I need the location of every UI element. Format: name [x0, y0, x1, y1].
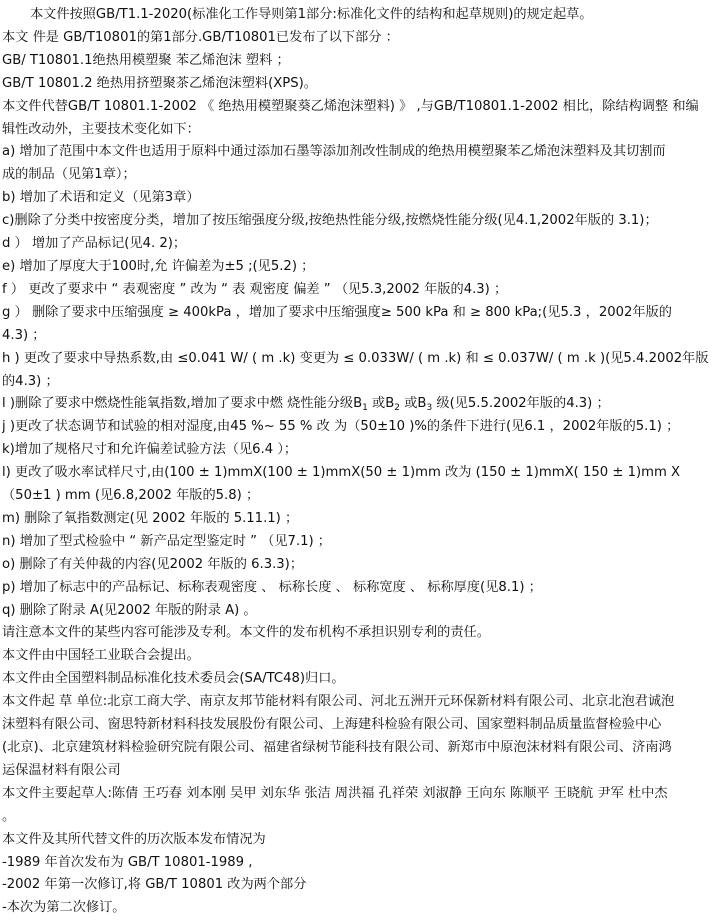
change-item-k: k)增加了规格尺寸和允许偏差试验方法（见6.4 ）； — [2, 442, 298, 458]
part-statement: 本文 件是 GB/T10801的第1部分.GB/T10801已发布了以下部分 ： — [2, 29, 399, 45]
change-item-q: q) 删除了附录 A(见2002 年版的附录 A) 。 — [2, 602, 257, 618]
change-item-h-line-1: h ) 更改了要求中导热系数,由 ≤0.041 W/ ( m .k) 变更为 ≤ 0.033W/ ( m .k) 和 ≤ 0.037W/ ( m .k )(见5.4.2002年版 — [2, 350, 709, 366]
change-item-l-line-2: （50±1 ) mm (见6.8,2002 年版的5.8) ； — [2, 488, 260, 504]
technical-committee-statement: 本文件由全国塑料制品标准化技术委员会(SA/TC48)归口。 — [2, 671, 345, 687]
class-or-1: 或B — [367, 396, 395, 412]
published-part-2: GB/T 10801.2 绝热用挤塑聚茶乙烯泡沫塑料(XPS)。 — [2, 75, 317, 91]
drafting-units-line-3: (北京)、北京建筑材料检验研究院有限公司、福建省绿树节能科技有限公司、新郑市中原泡沫材料有限公司、济南鸿 — [2, 740, 672, 755]
main-drafters-line-2: 。 — [2, 808, 16, 824]
replacement-statement-line-2: 辑性改动外，主要技术变化如下： — [2, 121, 200, 137]
proposer-statement: 本文件由中国轻工业联合会提出。 — [2, 648, 200, 664]
change-item-i-suffix: 级(见5.5.2002年版的4.3) ； — [432, 396, 610, 412]
change-item-i-prefix: l )删除了要求中燃烧性能氧指数,增加了要求中燃 烧性能分级B — [2, 396, 363, 412]
change-item-o: o) 删除了有关仲裁的内容(见2002 年版的 6.3.3)； — [2, 556, 304, 572]
drafting-units-line-4: 运保温材料有限公司 — [2, 762, 121, 778]
drafting-units-line-1: 本文件起 草 单位:北京工商大学、南京友邦节能材料有限公司、河北五洲开元环保新材料有限公司、北京北泡君诚泡 — [2, 694, 675, 710]
version-history-heading: 本文件及其所代替文件的历次版本发布情况为 — [2, 831, 266, 847]
change-item-h-line-2: 的4.3) ； — [2, 373, 59, 389]
change-item-d: d ） 增加了产品标记(见4. 2)； — [2, 236, 187, 252]
change-item-i — [2, 393, 711, 416]
change-item-n: n) 增加了型式检验中 “ 新产品定型鉴定时 ” （见7.1) ； — [2, 533, 331, 549]
version-history-current: -本次为第二次修订。 — [2, 900, 126, 916]
change-item-a-line-1: a) 增加了范围中本文件也适用于原料中通过添加石墨等添加剂改性制成的绝热用模塑聚苯乙烯泡沫塑料及其切割而 — [2, 144, 666, 160]
published-part-1: GB/ T10801.1绝热用模塑聚 苯乙烯泡沫 塑料 ； — [2, 52, 290, 68]
change-item-a-line-2: 成的制品（见第1章）； — [2, 167, 136, 183]
patent-notice: 请注意本文件的某些内容可能涉及专利。本文件的发布机构不承担识别专利的责任。 — [2, 625, 490, 641]
drafting-units-line-2: 沫塑料有限公司、窗思特新材料科技发展股份有限公司、上海建科检验有限公司、国家塑料制品质量监督检验中心 — [2, 717, 662, 733]
change-item-e: e) 增加了厚度大于100时,允 许偏差为±5 ;(见5.2) ； — [2, 258, 315, 274]
class-b3-subscript: 3 — [426, 403, 433, 414]
change-item-g-line-1: g ） 删除了要求中压缩强度 ≥ 400kPa ，增加了要求中压缩强度≥ 500 kPa 和 ≥ 800 kPa;(见5.3 ，2002年版的 — [2, 304, 672, 320]
change-item-b: b) 增加了术语和定义（见第3章） — [2, 190, 200, 206]
replacement-statement-line-1: 本文件代替GB/T 10801.1-2002 《 绝热用模塑聚葵乙烯泡沫塑料) 》 ,与GB/T10801.1-2002 相比，除结构调整 和编 — [2, 98, 699, 114]
class-or-2: 或B — [400, 396, 427, 412]
class-b2-subscript: 2 — [394, 403, 401, 414]
change-item-p: p) 增加了标志中的产品标记、标称表观密度 、 标称长度 、 标称宽度 、 标称厚度(见8.1) ； — [2, 579, 542, 595]
change-item-m: m) 删除了氧指数测定(见 2002 年版的 5.11.1) ； — [2, 510, 299, 526]
change-item-g-line-2: 4.3) ； — [2, 327, 46, 343]
change-item-j: j )更改了状态调节和试验的相对湿度,由45 %~ 55 % 改 为（50±10 )%的条件下进行(见6.1 ，2002年版的5.1) ； — [2, 419, 680, 435]
drafting-rule-statement: 本文件按照GB/T1.1-2020(标准化工作导则第1部分:标准化文件的结构和起草规则)的规定起草。 — [30, 7, 593, 22]
main-drafters-line-1: 本文件主要起草人:陈倩 王巧春 刘本刚 吴甲 刘东华 张洁 周洪福 孔祥荣 刘淑静 王向东 陈顺平 王晓航 尹军 杜中杰 — [2, 785, 668, 801]
change-item-l-line-1: l) 更改了吸水率试样尺寸,由(100 ± 1)mmX(100 ± 1)mmX(50 ± 1)mm 改为 (150 ± 1)mmX( 150 ± 1)mm X — [2, 465, 681, 481]
change-item-c: c)删除了分类中按密度分类，增加了按压缩强度分级,按绝热性能分级,按燃烧性能分级(见4.1,2002年版的 3.1)； — [2, 213, 658, 229]
class-b1-subscript: 1 — [362, 403, 368, 414]
version-history-2002: -2002 年第一次修订,将 GB/T 10801 改为两个部分 — [2, 877, 307, 893]
change-item-f: f ） 更改了要求中 “ 表观密度 ” 改为 “ 表 观密度 偏差 ” （见5.3,2002 年版的4.3) ； — [2, 281, 508, 297]
version-history-1989: -1989 年首次发布为 GB/T 10801-1989 , — [2, 854, 253, 870]
